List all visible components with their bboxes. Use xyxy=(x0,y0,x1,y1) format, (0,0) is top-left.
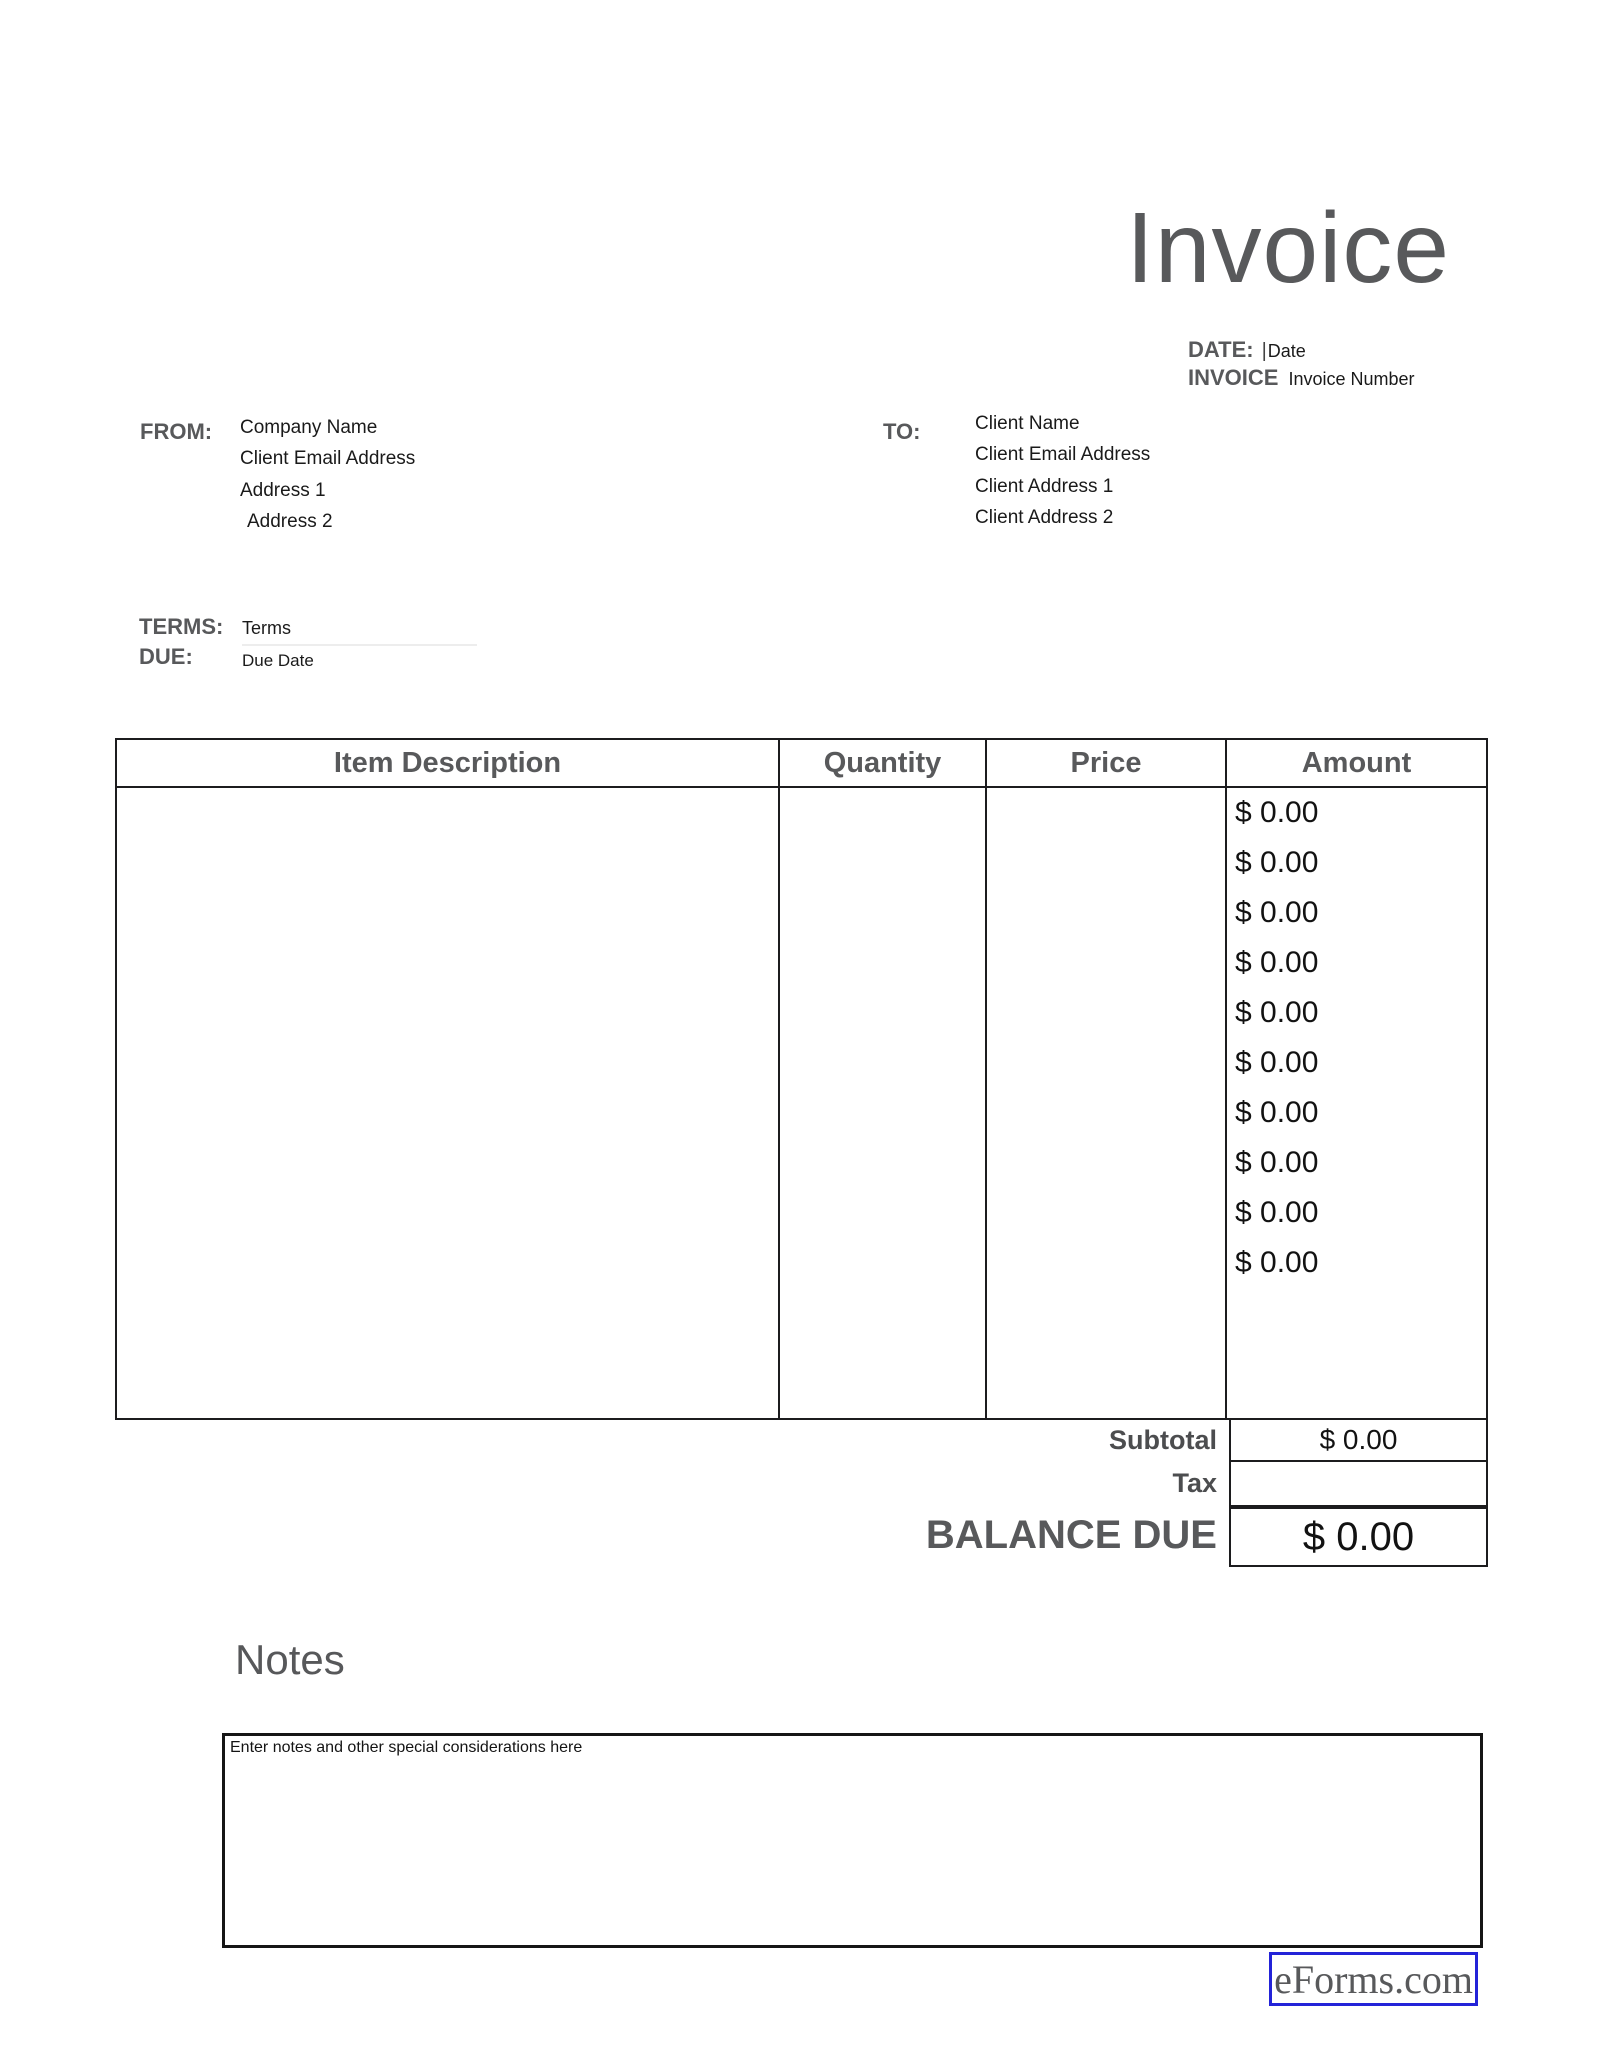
balance-due-label: BALANCE DUE xyxy=(925,1513,1217,1557)
amount-field[interactable]: $ 0.00 xyxy=(1235,1196,1319,1229)
from-company-name-field[interactable]: Company Name xyxy=(240,416,378,438)
header-amount: Amount xyxy=(1301,746,1412,779)
balance-due-field[interactable]: $ 0.00 xyxy=(1229,1507,1488,1567)
invoice-number-field[interactable]: Invoice Number xyxy=(1288,369,1415,389)
amount-field[interactable]: $ 0.00 xyxy=(1235,896,1319,929)
date-field[interactable]: Date xyxy=(1267,341,1306,361)
notes-heading: Notes xyxy=(235,1636,345,1683)
tax-label: Tax xyxy=(1172,1468,1217,1498)
line-items-table xyxy=(115,738,1488,1420)
quantity-cell[interactable] xyxy=(780,788,987,1418)
price-cell[interactable] xyxy=(987,788,1227,1418)
to-label: TO: xyxy=(883,419,921,444)
item-description-cell[interactable] xyxy=(117,788,780,1418)
from-label: FROM: xyxy=(140,419,213,444)
from-block xyxy=(240,412,415,538)
to-email-field[interactable]: Client Email Address xyxy=(975,444,1151,466)
amount-field[interactable]: $ 0.00 xyxy=(1235,1246,1319,1279)
date-label: DATE: xyxy=(1188,337,1254,362)
notes-placeholder: Enter notes and other special considerations here xyxy=(230,1739,583,1756)
amount-field[interactable]: $ 0.00 xyxy=(1235,1046,1319,1079)
amount-field[interactable]: $ 0.00 xyxy=(1235,796,1319,829)
header-quantity: Quantity xyxy=(780,740,987,786)
invoice-number-row xyxy=(1188,365,1415,391)
date-row xyxy=(1188,337,1306,363)
terms-field-underline xyxy=(242,644,477,646)
due-date-field[interactable]: Due Date xyxy=(242,651,314,670)
invoice-title: Invoice xyxy=(1126,192,1450,304)
to-block xyxy=(975,408,1150,534)
from-address1-field[interactable]: Address 1 xyxy=(240,479,326,501)
to-client-name-field[interactable]: Client Name xyxy=(975,412,1080,434)
notes-textarea[interactable] xyxy=(222,1733,1483,1948)
amount-cell xyxy=(1227,788,1486,1418)
amount-field[interactable]: $ 0.00 xyxy=(1235,946,1319,979)
amount-field[interactable]: $ 0.00 xyxy=(1235,996,1319,1029)
table-header-row xyxy=(117,740,1486,788)
to-address1-field[interactable]: Client Address 1 xyxy=(975,475,1114,497)
from-email-field[interactable]: Client Email Address xyxy=(240,448,416,470)
amount-field[interactable]: $ 0.00 xyxy=(1235,1096,1319,1129)
eforms-logo-link[interactable] xyxy=(1269,1952,1478,2006)
subtotal-label: Subtotal xyxy=(1109,1425,1217,1455)
subtotal-field[interactable]: $ 0.00 xyxy=(1229,1418,1488,1462)
amount-field[interactable]: $ 0.00 xyxy=(1235,1146,1319,1179)
header-item-description: Item Description xyxy=(117,740,780,786)
tax-field[interactable] xyxy=(1229,1460,1488,1507)
text-cursor: | xyxy=(1261,340,1267,362)
amount-field[interactable]: $ 0.00 xyxy=(1235,846,1319,879)
terms-field[interactable]: Terms xyxy=(242,618,291,638)
header-price: Price xyxy=(987,740,1227,786)
eforms-logo-text: eForms.com xyxy=(1274,1956,1473,2002)
terms-label: TERMS: xyxy=(139,614,224,639)
due-label: DUE: xyxy=(139,644,193,669)
table-body xyxy=(117,788,1486,1418)
from-address2-field[interactable]: Address 2 xyxy=(247,511,333,533)
invoice-number-label: INVOICE xyxy=(1188,365,1279,390)
to-address2-field[interactable]: Client Address 2 xyxy=(975,507,1114,529)
